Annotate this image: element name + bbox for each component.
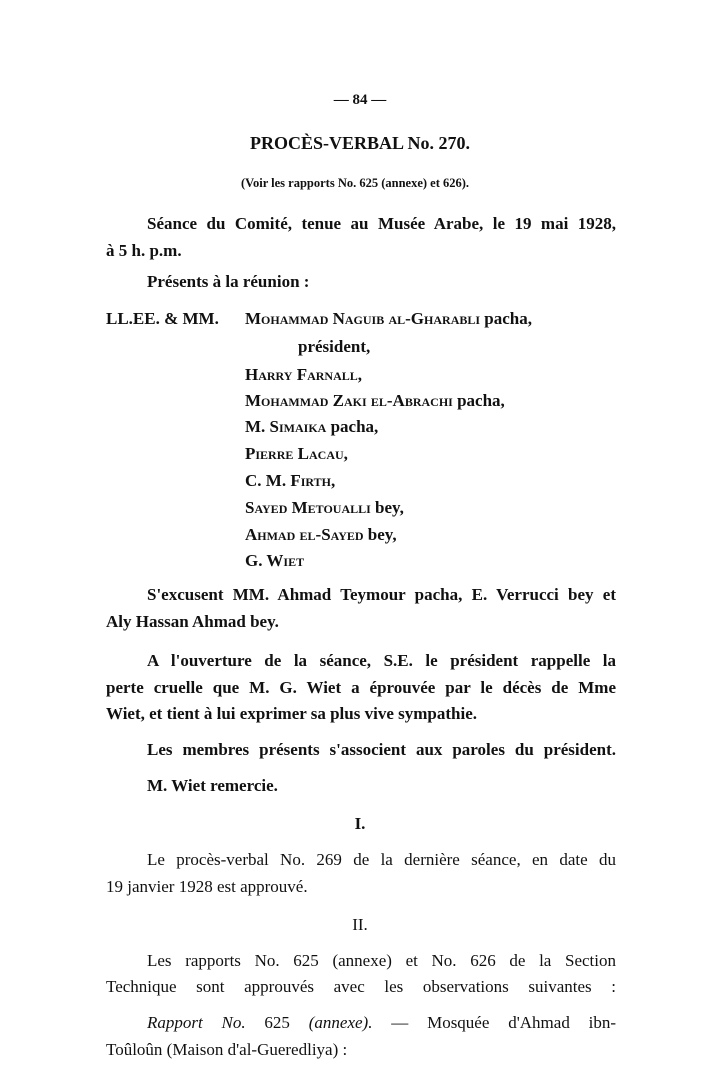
attendee: [245, 364, 362, 386]
rapport-title: — Mosquée d'Ahmad ibn-: [372, 1013, 617, 1032]
attendee-suffix: bey,: [370, 498, 404, 517]
attendee-name: Pierre Lacau: [245, 444, 344, 463]
attendee: [245, 308, 532, 330]
rapport-line-2: Toûloûn (Maison d'al-Gueredliya) :: [106, 1040, 348, 1059]
attendee: [245, 470, 335, 492]
attendee-suffix: bey,: [363, 525, 397, 544]
attendee: [245, 550, 304, 572]
ouverture-line-3: Wiet, et tient à lui exprimer sa plus vive sympathie.: [106, 704, 477, 723]
attendee-name: Mohammad Naguib al-Gharabli: [245, 309, 481, 328]
rapport-line-1: [147, 1012, 616, 1034]
attendee-suffix: ,: [343, 444, 348, 463]
section-2-heading: II.: [352, 915, 368, 934]
rapport-annexe: (annexe).: [308, 1013, 373, 1032]
honorifics: LL.EE. & MM.: [106, 309, 219, 328]
seance-line-2: à 5 h. p.m.: [106, 241, 182, 260]
attendee-name: M. Simaika: [245, 417, 327, 436]
attendee-name: Harry Farnall: [245, 365, 358, 384]
attendee-name: Mohammad Zaki el-Abrachi: [245, 391, 453, 410]
section-2-line-2: Technique sont approuvés avec les observations suivantes :: [106, 977, 616, 996]
page-number: — 84 —: [333, 92, 387, 108]
section-1-line-1: Le procès-verbal No. 269 de la dernière séance, en date du: [147, 850, 616, 869]
attendee-suffix: pacha,: [480, 309, 533, 328]
subtitle: (Voir les rapports No. 625 (annexe) et 626).: [240, 176, 470, 190]
section-1-line-2: 19 janvier 1928 est approuvé.: [106, 877, 308, 896]
attendee: [245, 524, 397, 546]
membres-line: Les membres présents s'associent aux paroles du président.: [147, 740, 616, 759]
attendee-name: Sayed Metoualli: [245, 498, 371, 517]
attendee: [245, 497, 404, 519]
ouverture-line-2: perte cruelle que M. G. Wiet a éprouvée par le décès de Mme: [106, 678, 616, 697]
rapport-number: 625: [245, 1013, 309, 1032]
attendee-name: C. M. Firth: [245, 471, 331, 490]
presents-label: Présents à la réunion :: [147, 272, 310, 291]
ouverture-line-1: A l'ouverture de la séance, S.E. le président rappelle la: [147, 651, 616, 670]
excuses-line-1: S'excusent MM. Ahmad Teymour pacha, E. Verrucci bey et: [147, 585, 616, 604]
attendee-name: G. Wiet: [245, 551, 305, 570]
excuses-line-2: Aly Hassan Ahmad bey.: [106, 612, 279, 631]
attendee-role: président,: [298, 337, 371, 356]
seance-line-1: Séance du Comité, tenue au Musée Arabe, le 19 mai 1928,: [147, 214, 616, 233]
attendee-suffix: ,: [357, 365, 363, 384]
attendee: [245, 443, 348, 465]
attendee-name: Ahmad el-Sayed: [245, 525, 364, 544]
page-title: PROCÈS-VERBAL No. 270.: [249, 133, 471, 153]
attendee: [245, 416, 378, 438]
attendee-suffix: pacha,: [452, 391, 505, 410]
section-2-line-1: Les rapports No. 625 (annexe) et No. 626 de la Section: [147, 951, 616, 970]
attendee: [245, 390, 505, 412]
section-1-heading: I.: [354, 814, 366, 833]
attendee-suffix: ,: [330, 471, 336, 490]
attendee-suffix: pacha,: [326, 417, 379, 436]
rapport-label: Rapport No.: [147, 1013, 246, 1032]
remercie-line: M. Wiet remercie.: [147, 776, 278, 795]
